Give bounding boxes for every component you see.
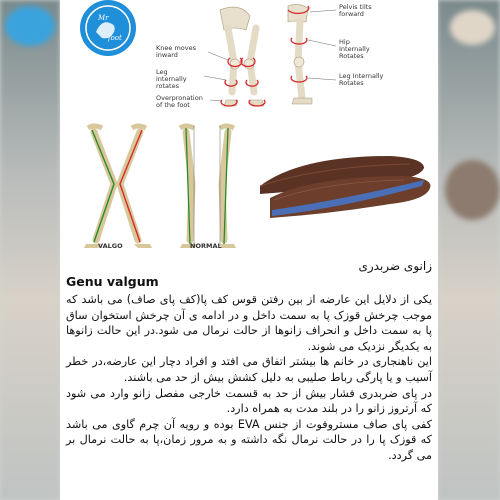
- leg-diagram-side: [288, 4, 336, 104]
- background-left-blur: [0, 0, 60, 500]
- post-card: [60, 0, 438, 500]
- logo: [80, 0, 136, 56]
- label-pelvis-tilts: Pelvis tilts forward: [339, 3, 372, 18]
- label-normal: NORMAL: [190, 242, 222, 250]
- background-blob: [450, 10, 495, 45]
- background-blob: [5, 6, 55, 46]
- article-paragraph: کفی پای صاف مستروفوت از جنس EVA بوده و رویه آن چرم گاوی می باشد که قوزک پا را در حالت نرمال نگه داشته و به مرور زمان،پا به حالت نرمال بر می گردد.: [66, 417, 432, 462]
- label-hip-rotates: Hip Internally Rotates: [339, 38, 370, 60]
- article-paragraph: این ناهنجاری در خانم ها بیشتر اتفاق می افتد و افراد دچار این عارضه،در خطر آسیب و یا پارگی رباط صلیبی به دلیل کشش بیش از حد می باشند.: [66, 355, 432, 384]
- label-leg-internally-rotates: Leg Internally Rotates: [339, 72, 384, 87]
- article-title-persian: زانوی ضربدری: [358, 259, 432, 273]
- article-title-english: Genu valgum: [66, 274, 159, 289]
- article: [66, 258, 432, 464]
- background-blob: [445, 160, 500, 220]
- label-valgo: VALGO: [98, 242, 123, 250]
- label-knee-moves-inward: Knee moves inward: [156, 44, 196, 59]
- illustration-figure: [60, 0, 438, 258]
- illustration-svg: [60, 0, 438, 258]
- article-body: [66, 292, 432, 464]
- background-right-blur: [438, 0, 500, 500]
- logo-text: foot: [108, 34, 122, 42]
- insole-product-image: [260, 156, 430, 218]
- label-leg-rotates: Leg internally rotates: [156, 68, 187, 90]
- label-overpronation: Overpronation of the foot: [156, 94, 203, 109]
- leg-diagram-front: [204, 7, 265, 106]
- valgo-normal-comparison: [74, 124, 260, 252]
- logo-text: Mr: [98, 14, 109, 22]
- article-paragraph: در پای ضربدری فشار بیش از حد به قسمت خارجی مفصل زانو وارد می شود که آرتروز زانو را در بلند مدت به همراه دارد.: [66, 386, 432, 416]
- article-paragraph: یکی از دلایل این عارضه از بین رفتن قوس کف پا(کف پای صاف) می باشد که موجب چرخش قوزک پا به سمت داخل و در ادامه ی آن چرخش استخوان ساق پا به سمت داخل و انحراف زانوها از حالت نرمال می شود.در این حالت زانوها به یکدیگر نزدیک می شوند.: [66, 293, 432, 353]
